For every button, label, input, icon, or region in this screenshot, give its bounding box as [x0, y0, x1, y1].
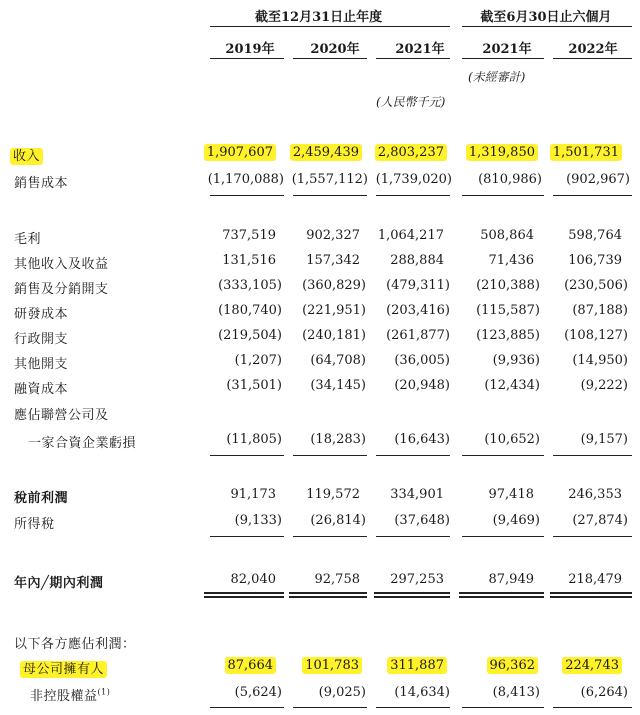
revenue-2022-h1: 1,501,731 — [550, 145, 622, 160]
year-rule-1 — [210, 58, 284, 59]
total-double-rule-1 — [204, 592, 284, 598]
non-controlling-2020: (9,025) — [318, 685, 366, 700]
bottom-rule-4 — [462, 707, 544, 708]
header-half-year: 截至6月30日止六個月 — [480, 10, 612, 25]
cost-of-sales-2021: (1,739,020) — [375, 172, 452, 187]
parent-owners-2021: 311,887 — [387, 658, 447, 673]
bottom-rule-3 — [376, 707, 450, 708]
total-double-rule-4 — [459, 592, 544, 598]
year-header-2020: 2020年 — [310, 42, 360, 57]
other-income-2022-h1: 106,739 — [568, 253, 622, 268]
selling-expenses-2021: (479,311) — [386, 278, 450, 293]
subtotal-rule-1 — [210, 195, 284, 196]
subtotal-rule-5 — [553, 195, 632, 196]
revenue-label-highlight: 收入 — [10, 148, 43, 165]
admin-expenses-2020: (240,181) — [302, 328, 366, 343]
other-expenses-2021: (36,005) — [394, 353, 450, 368]
profit-rule-5 — [553, 536, 632, 537]
profit-for-period-2021-h1: 87,949 — [488, 572, 534, 587]
other-expenses-2019: (1,207) — [234, 353, 282, 368]
income-tax-2021-h1: (9,469) — [492, 513, 540, 528]
other-expenses-2022-h1: (14,950) — [572, 353, 628, 368]
gross-profit-2021: 1,064,217 — [377, 228, 444, 243]
share-of-losses-2021-h1: (10,652) — [484, 432, 540, 447]
row-label-admin-expenses: 行政開支 — [14, 332, 69, 347]
subtotal-rule-4 — [462, 195, 544, 196]
header-full-year-rule — [210, 26, 450, 27]
footnote-marker: (1) — [97, 687, 111, 697]
parent-owners-2020: 101,783 — [302, 658, 362, 673]
row-label-attributable-to: 以下各方應佔利潤： — [14, 637, 136, 652]
profit-rule-3 — [376, 536, 450, 537]
pbt-rule-1 — [210, 455, 284, 456]
revenue-2021-h1: 1,319,850 — [466, 145, 538, 160]
profit-before-tax-2020: 119,572 — [306, 487, 360, 502]
other-income-2019: 131,516 — [222, 253, 276, 268]
selling-expenses-2019: (333,105) — [218, 278, 282, 293]
year-rule-4 — [462, 58, 544, 59]
revenue-2020: 2,459,439 — [290, 145, 362, 160]
profit-for-period-2019: 82,040 — [230, 572, 276, 587]
rd-costs-2021-h1: (115,587) — [476, 303, 540, 318]
profit-before-tax-2022-h1: 246,353 — [568, 487, 622, 502]
admin-expenses-2019: (219,504) — [218, 328, 282, 343]
year-header-2019: 2019年 — [225, 42, 275, 57]
bottom-rule-1 — [210, 707, 284, 708]
row-label-selling-expenses: 銷售及分銷開支 — [14, 282, 109, 297]
share-of-losses-2021: (16,643) — [394, 432, 450, 447]
row-label-profit-for-period: 年內╱期內利潤 — [14, 576, 104, 591]
row-label-share-of-losses-line1: 應佔聯營公司及 — [14, 408, 109, 423]
parent-owners-2021-h1: 96,362 — [487, 658, 539, 673]
rd-costs-2019: (180,740) — [218, 303, 282, 318]
admin-expenses-2021-h1: (123,885) — [476, 328, 540, 343]
total-double-rule-2 — [289, 592, 367, 598]
header-half-year-rule — [462, 26, 632, 27]
bottom-rule-5 — [553, 707, 632, 708]
pbt-rule-5 — [553, 455, 632, 456]
share-of-losses-2020: (18,283) — [310, 432, 366, 447]
subtotal-rule-2 — [293, 195, 367, 196]
cost-of-sales-2022-h1: (902,967) — [566, 172, 630, 187]
row-label-share-of-losses-line2: 一家合資企業虧損 — [28, 436, 137, 451]
cost-of-sales-2020: (1,557,112) — [291, 172, 368, 187]
bottom-rule-2 — [293, 707, 367, 708]
admin-expenses-2021: (261,877) — [386, 328, 450, 343]
rd-costs-2021: (203,416) — [386, 303, 450, 318]
profit-before-tax-2021: 334,901 — [390, 487, 444, 502]
non-controlling-2022-h1: (6,264) — [580, 685, 628, 700]
total-double-rule-3 — [374, 592, 450, 598]
admin-expenses-2022-h1: (108,127) — [564, 328, 628, 343]
income-tax-2020: (26,814) — [310, 513, 366, 528]
row-label-rd-costs: 研發成本 — [14, 307, 69, 322]
other-income-2021: 288,884 — [390, 253, 444, 268]
pbt-rule-3 — [376, 455, 450, 456]
selling-expenses-2022-h1: (230,506) — [564, 278, 628, 293]
parent-owners-2019: 87,664 — [225, 658, 277, 673]
total-double-rule-5 — [550, 592, 632, 598]
year-header-2021: 2021年 — [395, 42, 445, 57]
year-rule-5 — [553, 58, 632, 59]
non-controlling-2021-h1: (8,413) — [492, 685, 540, 700]
finance-costs-2019: (31,501) — [226, 378, 282, 393]
rd-costs-2022-h1: (87,188) — [572, 303, 628, 318]
profit-before-tax-2019: 91,173 — [230, 487, 276, 502]
year-rule-3 — [376, 58, 450, 59]
rd-costs-2020: (221,951) — [302, 303, 366, 318]
parent-owners-2022-h1: 224,743 — [562, 658, 622, 673]
year-rule-2 — [293, 58, 367, 59]
row-label-revenue — [10, 145, 43, 164]
row-label-income-tax: 所得稅 — [14, 517, 55, 532]
finance-costs-2022-h1: (9,222) — [580, 378, 628, 393]
profit-for-period-2020: 92,758 — [314, 572, 360, 587]
pbt-rule-4 — [462, 455, 544, 456]
profit-rule-1 — [210, 536, 284, 537]
row-label-other-expenses: 其他開支 — [14, 357, 69, 372]
profit-for-period-2021: 297,253 — [390, 572, 444, 587]
finance-costs-2020: (34,145) — [310, 378, 366, 393]
non-controlling-2021: (14,634) — [394, 685, 450, 700]
gross-profit-2022-h1: 598,764 — [568, 228, 622, 243]
profit-rule-4 — [462, 536, 544, 537]
cost-of-sales-2021-h1: (810,986) — [478, 172, 542, 187]
row-label-finance-costs: 融資成本 — [14, 382, 69, 397]
gross-profit-2020: 902,327 — [306, 228, 360, 243]
year-header-2022-h1: 2022年 — [568, 42, 618, 57]
non-controlling-2019: (5,624) — [234, 685, 282, 700]
income-tax-2021: (37,648) — [394, 513, 450, 528]
share-of-losses-2022-h1: (9,157) — [580, 432, 628, 447]
profit-rule-2 — [293, 536, 367, 537]
profit-before-tax-2021-h1: 97,418 — [488, 487, 534, 502]
revenue-2019: 1,907,607 — [204, 145, 276, 160]
revenue-2021: 2,803,237 — [375, 145, 447, 160]
finance-costs-2021: (20,948) — [394, 378, 450, 393]
year-header-2021-h1: 2021年 — [482, 42, 532, 57]
row-label-other-income: 其他收入及收益 — [14, 257, 109, 272]
selling-expenses-2020: (360,829) — [302, 278, 366, 293]
income-tax-2022-h1: (27,874) — [572, 513, 628, 528]
gross-profit-2019: 737,519 — [222, 228, 276, 243]
unit-note: (人民幣千元) — [376, 95, 446, 109]
gross-profit-2021-h1: 508,864 — [480, 228, 534, 243]
row-label-gross-profit: 毛利 — [14, 232, 42, 247]
row-label-parent-owners — [20, 658, 107, 677]
row-label-non-controlling: 非控股權益$^{(1)}$ — [30, 687, 111, 704]
selling-expenses-2021-h1: (210,388) — [476, 278, 540, 293]
header-full-year: 截至12月31日止年度 — [255, 10, 383, 25]
other-expenses-2020: (64,708) — [310, 353, 366, 368]
income-tax-2019: (9,133) — [234, 513, 282, 528]
share-of-losses-2019: (11,805) — [226, 432, 282, 447]
unaudited-note: (未經審計) — [468, 70, 526, 84]
profit-for-period-2022-h1: 218,479 — [568, 572, 622, 587]
other-income-2020: 157,342 — [306, 253, 360, 268]
parent-owners-label-highlight: 母公司擁有人 — [20, 661, 107, 678]
finance-costs-2021-h1: (12,434) — [484, 378, 540, 393]
other-expenses-2021-h1: (9,936) — [492, 353, 540, 368]
other-income-2021-h1: 71,436 — [488, 253, 534, 268]
row-label-cost-of-sales: 銷售成本 — [14, 176, 69, 191]
cost-of-sales-2019: (1,170,088) — [207, 172, 284, 187]
pbt-rule-2 — [293, 455, 367, 456]
row-label-profit-before-tax: 稅前利潤 — [14, 491, 69, 506]
subtotal-rule-3 — [376, 195, 450, 196]
